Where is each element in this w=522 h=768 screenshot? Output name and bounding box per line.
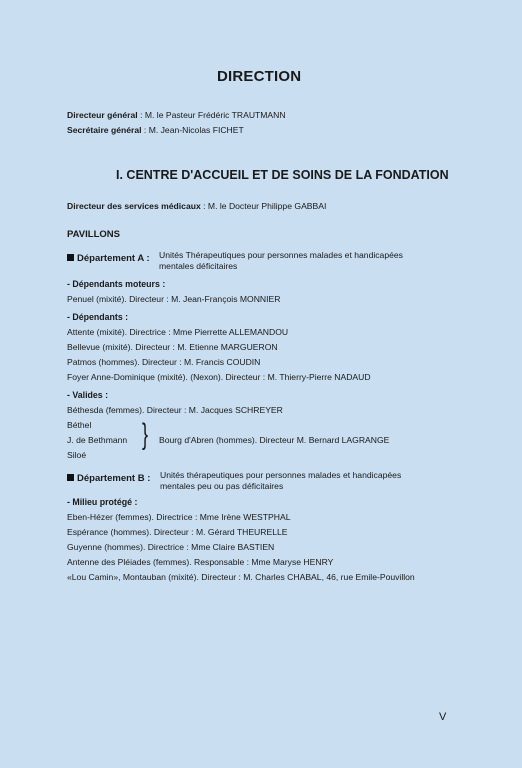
valides-label: - Valides :	[67, 390, 109, 400]
secretary-general-line	[67, 125, 244, 135]
dependants-label: - Dépendants :	[67, 312, 129, 322]
department-a-block	[67, 248, 150, 266]
list-item: Guyenne (hommes). Directrice : Mme Claire BASTIEN	[67, 542, 275, 552]
list-item: Espérance (hommes). Directeur : M. Gérard THEURELLE	[67, 527, 288, 537]
director-general-value: : M. le Pasteur Frédéric TRAUTMANN	[137, 110, 286, 120]
secretary-general-value: : M. Jean-Nicolas FICHET	[141, 125, 244, 135]
list-item: Antenne des Pléiades (femmes). Responsable : Mme Maryse HENRY	[67, 557, 334, 567]
department-a-desc-line2: mentales déficitaires	[159, 261, 238, 271]
medical-director-line	[67, 201, 326, 211]
director-general-line	[67, 110, 286, 120]
director-general-label: Directeur général	[67, 110, 138, 120]
list-item: Eben-Hézer (femmes). Directrice : Mme Irène WESTPHAL	[67, 512, 291, 522]
page-title: DIRECTION	[217, 68, 302, 85]
list-item: «Lou Camin», Montauban (mixité). Directeur : M. Charles CHABAL, 46, rue Emile-Pouvillon	[67, 572, 415, 582]
list-item: Béthel	[67, 420, 92, 430]
list-item: Foyer Anne-Dominique (mixité). (Nexon). Directeur : M. Thierry-Pierre NADAUD	[67, 372, 371, 382]
list-item: J. de Bethmann	[67, 435, 128, 445]
department-a-desc-line1: Unités Thérapeutiques pour personnes malades et handicapées	[159, 250, 403, 260]
milieu-protege-label: - Milieu protégé :	[67, 497, 138, 507]
list-item: Penuel (mixité). Directeur : M. Jean-François MONNIER	[67, 294, 281, 304]
pavillons-heading: PAVILLONS	[67, 229, 120, 240]
list-item: Béthesda (femmes). Directeur : M. Jacques SCHREYER	[67, 405, 283, 415]
medical-director-label: Directeur des services médicaux	[67, 201, 201, 211]
medical-director-value: : M. le Docteur Philippe GABBAI	[200, 201, 327, 211]
department-b-label: Département B :	[77, 473, 151, 484]
square-bullet-icon	[67, 474, 74, 481]
department-b-desc-line2: mentales peu ou pas déficitaires	[160, 481, 284, 491]
square-bullet-icon	[67, 254, 74, 261]
section-heading: I. CENTRE D'ACCUEIL ET DE SOINS DE LA FONDATION	[116, 168, 449, 182]
curly-brace-icon: }	[142, 418, 149, 451]
dependants-moteurs-label: - Dépendants moteurs :	[67, 279, 166, 289]
list-item: Attente (mixité). Directrice : Mme Pierrette ALLEMANDOU	[67, 327, 289, 337]
list-item: Patmos (hommes). Directeur : M. Francis COUDIN	[67, 357, 261, 367]
secretary-general-label: Secrétaire général	[67, 125, 142, 135]
list-item: Bellevue (mixité). Directeur : M. Etienne MARGUERON	[67, 342, 278, 352]
page-number: V	[439, 711, 447, 723]
department-b-block	[67, 468, 150, 486]
list-item: Siloé	[67, 450, 87, 460]
department-a-label: Département A :	[77, 253, 150, 264]
department-b-desc-line1: Unités thérapeutiques pour personnes malades et handicapées	[160, 470, 402, 480]
bourg-abren-line: Bourg d'Abren (hommes). Directeur M. Bernard LAGRANGE	[159, 435, 390, 445]
